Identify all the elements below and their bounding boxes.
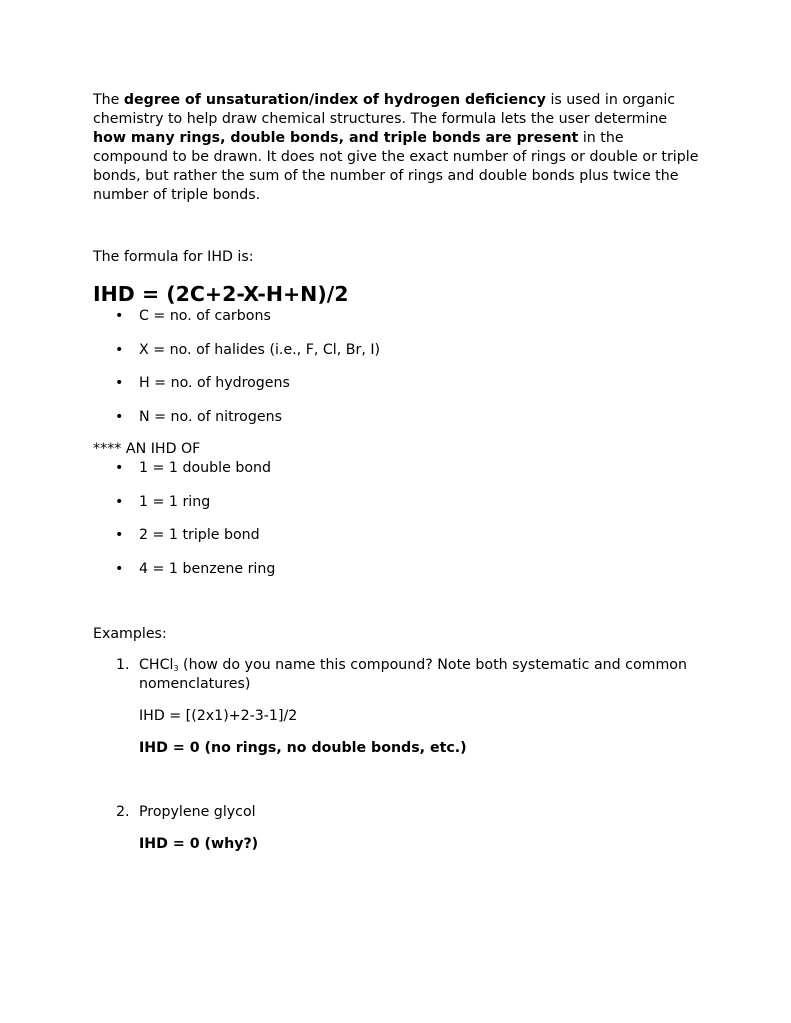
ihd-formula-heading: IHD = (2C+2-X-H+N)/2 — [93, 282, 349, 306]
example-number: 2. — [116, 803, 130, 820]
list-item-text: C = no. of carbons — [139, 308, 271, 324]
intro-text-1: The — [93, 92, 124, 108]
example-compound: CHCl — [139, 656, 174, 673]
bullet-icon: • — [115, 493, 124, 510]
list-item — [93, 560, 701, 579]
ihd-values-list — [93, 459, 701, 579]
example-question: (how do you name this compound? Note both systematic and common nomenclatures) — [139, 656, 687, 692]
variable-list — [93, 307, 701, 427]
example-item — [93, 803, 701, 854]
intro-text-2: is used in organic chemistry to help draw chemical structures. The formula lets the user determine — [93, 92, 676, 127]
list-item — [93, 526, 701, 545]
examples-list — [93, 656, 701, 854]
list-item — [93, 341, 701, 360]
intro-bold-term: degree of unsaturation/index of hydrogen deficiency — [123, 92, 546, 108]
list-item-text: 2 = 1 triple bond — [139, 527, 260, 544]
list-item — [93, 307, 701, 326]
example-compound-subscript: 3 — [173, 663, 179, 673]
bullet-icon: • — [115, 341, 124, 358]
example-calculation: IHD = [(2x1)+2-3-1]/2 — [139, 707, 298, 724]
intro-paragraph — [93, 91, 701, 205]
bullet-icon: • — [115, 460, 124, 477]
bullet-icon: • — [115, 375, 124, 392]
document-page — [93, 91, 701, 854]
list-item — [93, 374, 701, 393]
examples-label: Examples: — [93, 625, 167, 642]
bullet-icon: • — [115, 308, 124, 324]
list-item-text: 1 = 1 ring — [139, 493, 211, 510]
list-item-text: 1 = 1 double bond — [139, 460, 272, 477]
ihd-note: **** AN IHD OF — [93, 441, 201, 458]
example-compound-line — [139, 656, 701, 694]
bullet-icon: • — [115, 527, 124, 544]
bullet-icon: • — [115, 409, 124, 426]
list-item — [93, 408, 701, 427]
example-result: IHD = 0 (why?) — [139, 835, 259, 852]
list-item-text: H = no. of hydrogens — [139, 375, 290, 392]
intro-text-3: in the compound to be drawn. It does not give the exact number of rings or double or triple bonds, but rather the sum of the number of rings and double bonds plus twice the number of triple bonds. — [93, 130, 699, 203]
example-item — [93, 656, 701, 758]
list-item-text: X = no. of halides (i.e., F, Cl, Br, I) — [139, 341, 381, 358]
list-item — [93, 493, 701, 512]
list-item — [93, 459, 701, 478]
list-item-text: N = no. of nitrogens — [139, 409, 282, 426]
bullet-icon: • — [115, 560, 124, 577]
intro-bold-phrase: how many rings, double bonds, and triple bonds are present — [93, 130, 579, 146]
example-result: IHD = 0 (no rings, no double bonds, etc.) — [139, 739, 467, 756]
list-item-text: 4 = 1 benzene ring — [139, 560, 276, 577]
example-number: 1. — [116, 656, 130, 673]
formula-label: The formula for IHD is: — [93, 249, 254, 265]
example-compound: Propylene glycol — [139, 803, 256, 820]
